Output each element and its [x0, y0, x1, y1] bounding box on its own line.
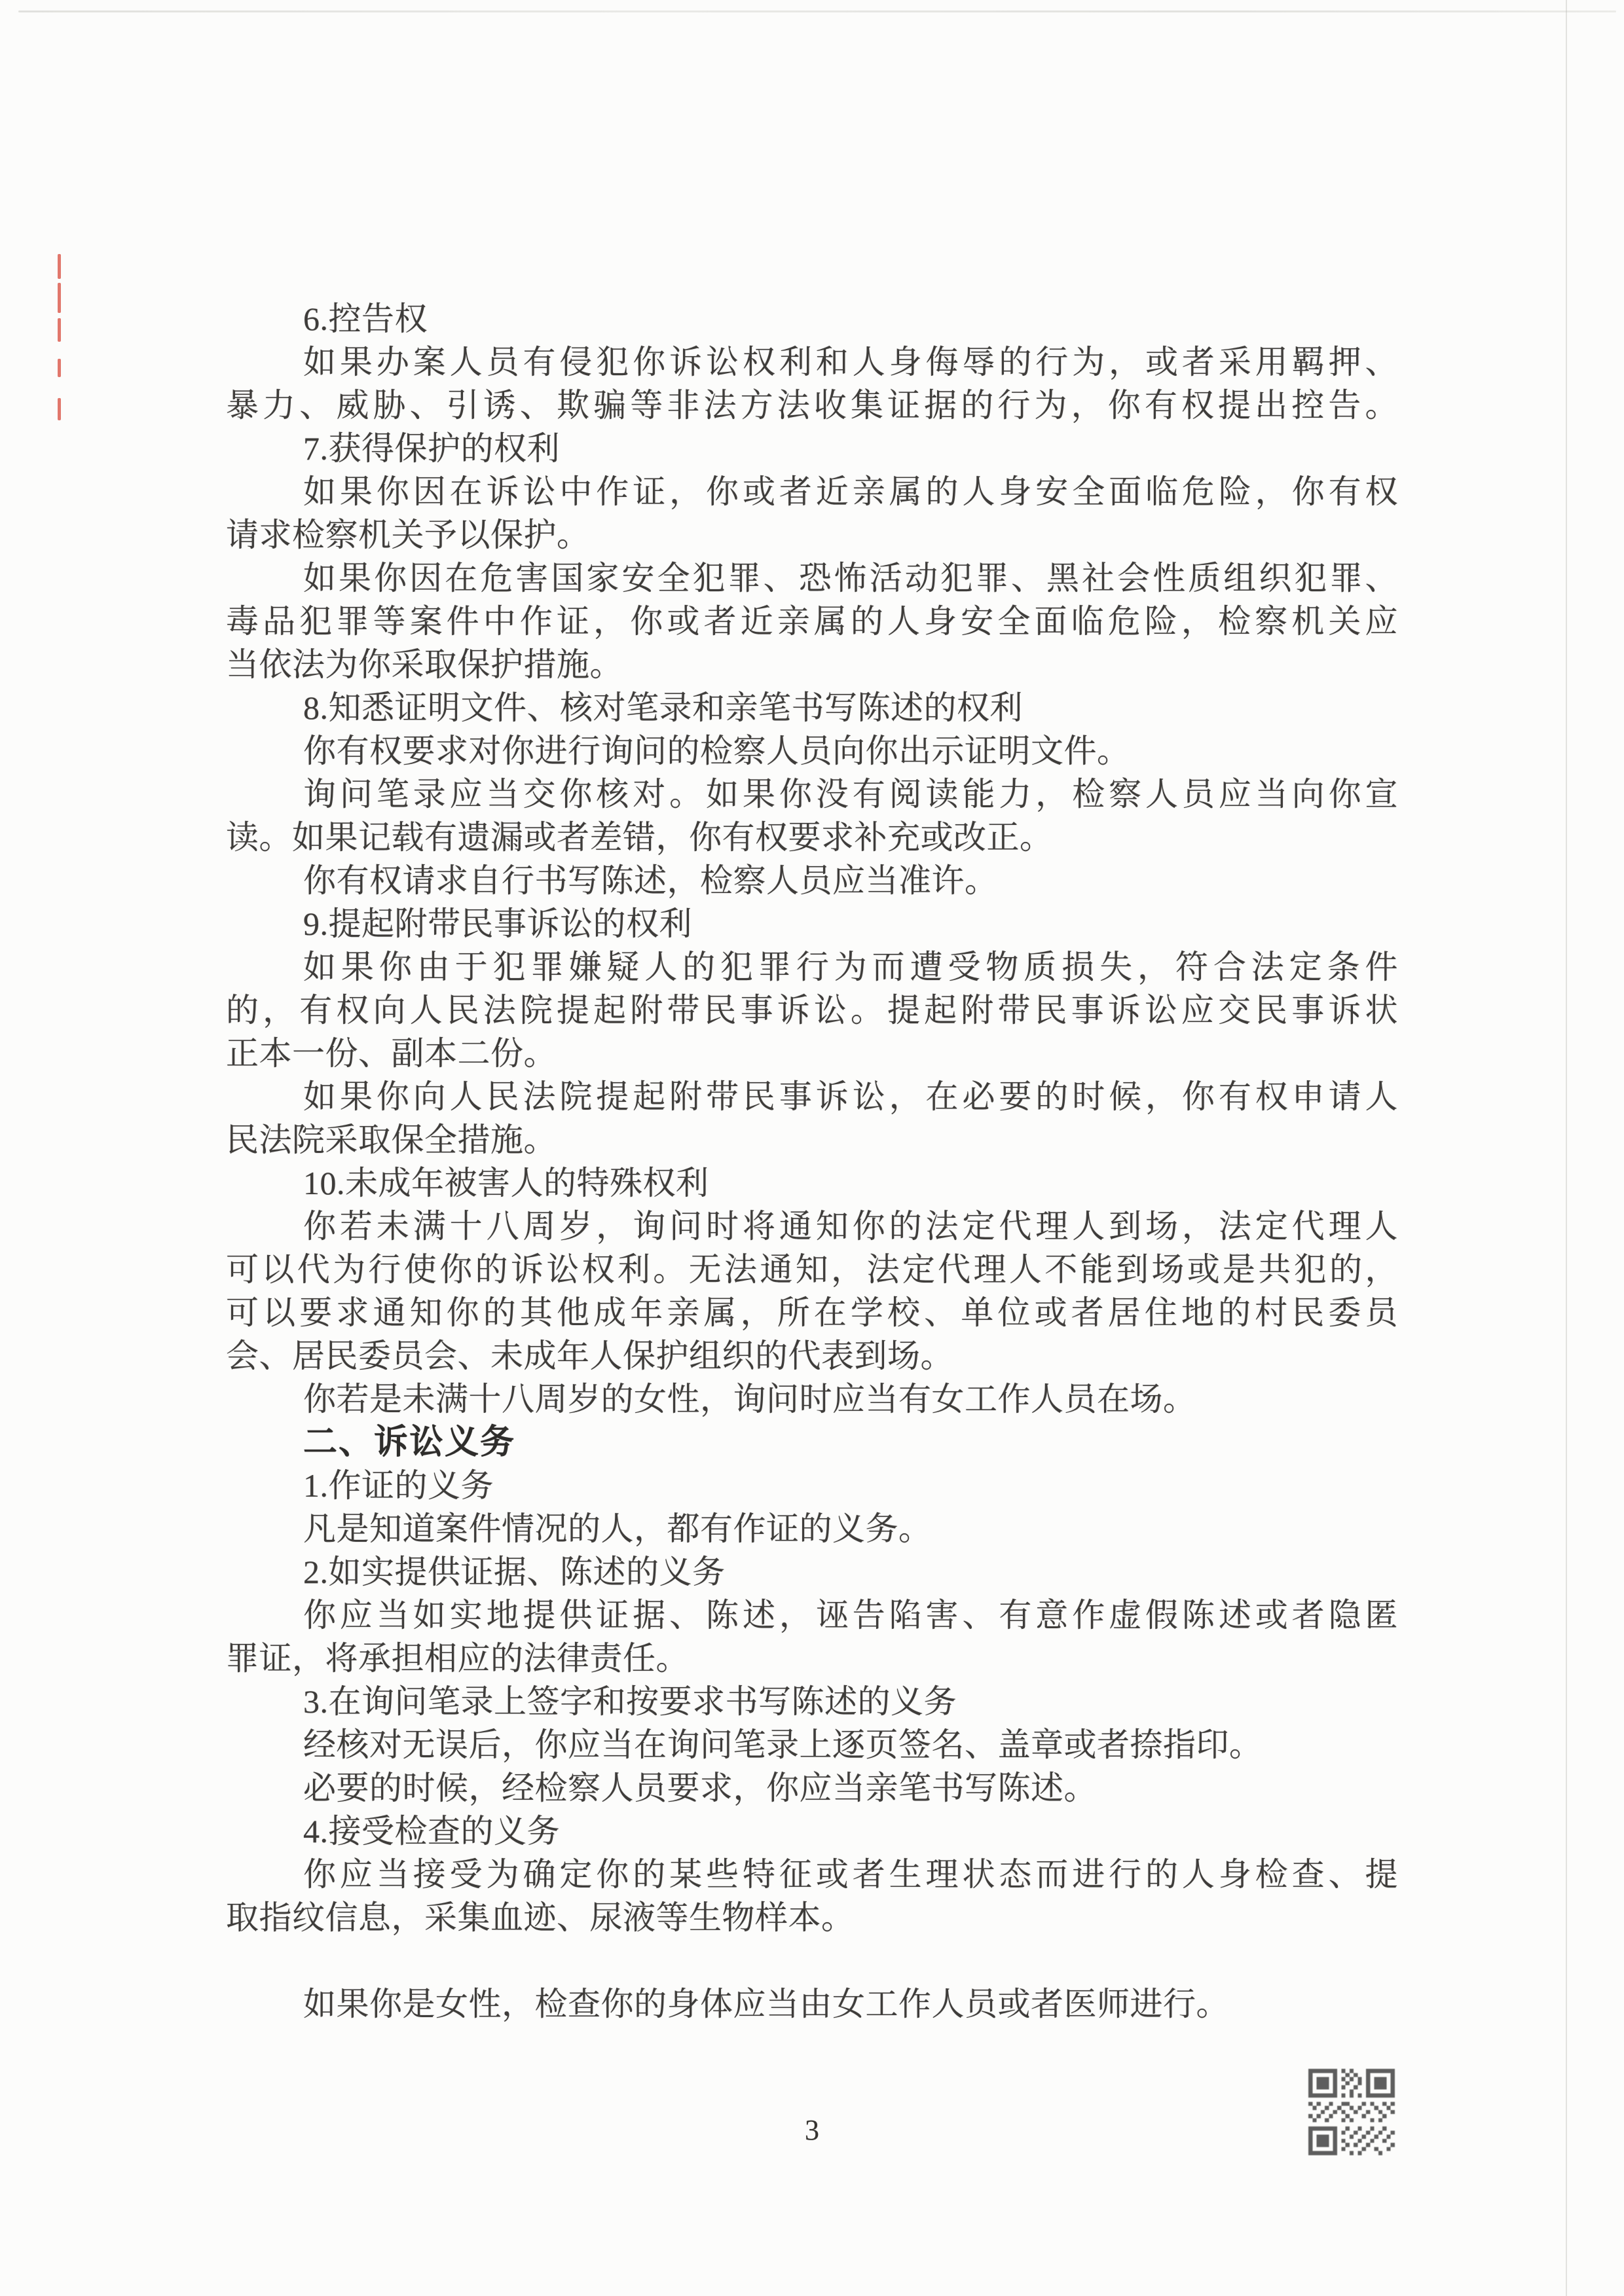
doc-line: 必要的时候，经检察人员要求，你应当亲笔书写陈述。	[303, 1770, 1097, 1806]
doc-line: 4.接受检查的义务	[303, 1813, 560, 1850]
page-number: 3	[805, 2114, 819, 2146]
doc-line: 罪证，将承担相应的法律责任。	[226, 1640, 689, 1677]
doc-line: 2.如实提供证据、陈述的义务	[303, 1554, 726, 1590]
doc-line: 你若未满十八周岁，询问时将通知你的法定代理人到场，法定代理人	[303, 1208, 1398, 1245]
doc-line: 凡是知道案件情况的人，都有作证的义务。	[303, 1510, 932, 1547]
doc-line: 询问笔录应当交你核对。如果你没有阅读能力，检察人员应当向你宣	[303, 776, 1398, 812]
doc-line: 当依法为你采取保护措施。	[226, 646, 623, 683]
red-edge-mark	[58, 359, 61, 377]
doc-line: 可以代为行使你的诉讼权利。无法通知，法定代理人不能到场或是共犯的，	[226, 1251, 1398, 1288]
document-body	[226, 297, 1398, 2026]
red-edge-mark	[58, 318, 61, 342]
doc-line: 取指纹信息，采集血迹、尿液等生物样本。	[226, 1899, 855, 1936]
doc-line: 会、居民委员会、未成年人保护组织的代表到场。	[226, 1338, 953, 1374]
scan-artifact-line-right	[1566, 0, 1567, 2296]
doc-line: 如果你是女性，检查你的身体应当由女工作人员或者医师进行。	[303, 1986, 1229, 2022]
red-edge-mark	[58, 398, 61, 420]
doc-line: 你若是未满十八周岁的女性，询问时应当有女工作人员在场。	[303, 1381, 1196, 1417]
red-edge-mark	[58, 283, 61, 313]
doc-section-heading: 二、诉讼义务	[303, 1423, 516, 1461]
doc-line: 如果你向人民法院提起附带民事诉讼，在必要的时候，你有权申请人	[303, 1078, 1398, 1115]
doc-line: 如果你由于犯罪嫌疑人的犯罪行为而遭受物质损失，符合法定条件	[303, 949, 1398, 985]
doc-line: 1.作证的义务	[303, 1467, 494, 1504]
doc-line: 9.提起附带民事诉讼的权利	[303, 905, 692, 942]
doc-line: 民法院采取保全措施。	[226, 1121, 557, 1158]
doc-line: 你应当接受为确定你的某些特征或者生理状态而进行的人身检查、提	[303, 1856, 1398, 1893]
red-edge-mark	[58, 254, 61, 279]
doc-line: 8.知悉证明文件、核对笔录和亲笔书写陈述的权利	[303, 689, 1023, 726]
doc-line: 7.获得保护的权利	[303, 430, 560, 467]
doc-line: 如果办案人员有侵犯你诉讼权利和人身侮辱的行为，或者采用羁押、	[303, 344, 1398, 380]
doc-line: 正本一份、副本二份。	[226, 1035, 557, 1072]
doc-line: 你有权要求对你进行询问的检察人员向你出示证明文件。	[303, 733, 1130, 769]
doc-line: 的，有权向人民法院提起附带民事诉讼。提起附带民事诉讼应交民事诉状	[226, 992, 1398, 1029]
doc-line: 如果你因在诉讼中作证，你或者近亲属的人身安全面临危险，你有权	[303, 473, 1398, 510]
doc-line: 可以要求通知你的其他成年亲属，所在学校、单位或者居住地的村民委员	[226, 1294, 1398, 1331]
doc-line: 毒品犯罪等案件中作证，你或者近亲属的人身安全面临危险，检察机关应	[226, 603, 1398, 640]
doc-line: 暴力、威胁、引诱、欺骗等非法方法收集证据的行为，你有权提出控告。	[226, 387, 1398, 424]
doc-line: 你有权请求自行书写陈述，检察人员应当准许。	[303, 862, 998, 899]
doc-line: 如果你因在危害国家安全犯罪、恐怖活动犯罪、黑社会性质组织犯罪、	[303, 560, 1398, 596]
doc-line: 请求检察机关予以保护。	[226, 517, 590, 553]
doc-line: 读。如果记载有遗漏或者差错，你有权要求补充或改正。	[226, 819, 1053, 856]
doc-line: 6.控告权	[303, 301, 428, 337]
doc-line: 你应当如实地提供证据、陈述，诬告陷害、有意作虚假陈述或者隐匿	[303, 1597, 1398, 1633]
doc-line: 3.在询问笔录上签字和按要求书写陈述的义务	[303, 1683, 957, 1720]
doc-line: 10.未成年被害人的特殊权利	[303, 1165, 709, 1201]
scan-artifact-line-top	[18, 10, 1616, 12]
doc-line: 经核对无误后，你应当在询问笔录上逐页签名、盖章或者捺指印。	[303, 1726, 1263, 1763]
